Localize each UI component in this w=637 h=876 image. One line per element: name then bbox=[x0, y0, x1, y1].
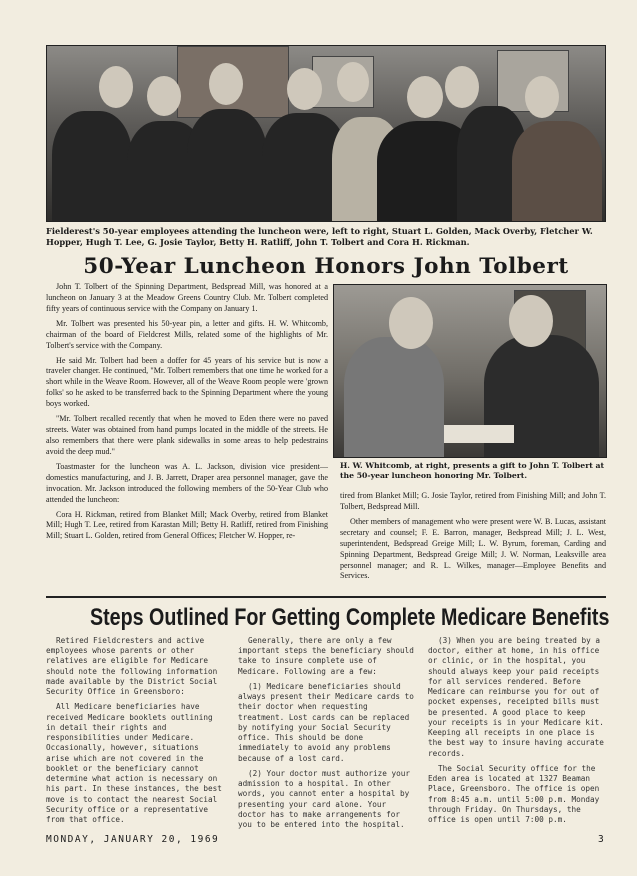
article1-headline: 50-Year Luncheon Honors John Tolbert bbox=[83, 254, 569, 279]
section-divider bbox=[46, 596, 606, 598]
article2-paragraph: Retired Fieldcresters and active employees whose parents or other relatives are eligible for Medicare should note the following information made available by the District Social Security Office in Greensboro: bbox=[46, 636, 218, 697]
person-head bbox=[99, 66, 133, 108]
article1-left-column bbox=[46, 282, 328, 546]
person-head bbox=[525, 76, 559, 118]
article1-paragraph: Mr. Tolbert was presented his 50-year pin, a letter and gifts. H. W. Whitcomb, chairman of the board of Fieldcrest Mills, related some of the highlights of Mr. Tolbert's service with the Company. bbox=[46, 318, 328, 350]
issue-date: MONDAY, JANUARY 20, 1969 bbox=[46, 834, 220, 845]
article2-paragraph: Generally, there are only a few important steps the beneficiary should take to insure complete use of Medicare. Following are a few: bbox=[238, 636, 414, 676]
article1-paragraph: Toastmaster for the luncheon was A. L. Jackson, division vice president—domestics manufacturing, and J. B. Jarrett, Draper area personnel manager, gave the invocation. Mr. Jackson introduced the following members of the 50-Year Club who attended the luncheon: bbox=[46, 461, 328, 504]
article2-headline: Steps Outlined For Getting Complete Medicare Benefits bbox=[90, 604, 610, 631]
person-figure bbox=[187, 109, 267, 221]
article1-paragraph: tired from Blanket Mill; G. Josie Taylor, retired from Finishing Mill; and John T. Tolbert, Bedspread Mill. bbox=[340, 491, 606, 511]
gift-photo-caption: H. W. Whitcomb, at right, presents a gift to John T. Tolbert at the 50-year luncheon honoring Mr. Tolbert. bbox=[340, 461, 604, 480]
person-head bbox=[147, 76, 181, 116]
page-number: 3 bbox=[598, 834, 606, 845]
article2-column-1 bbox=[46, 636, 226, 830]
article2-paragraph: (3) When you are being treated by a doctor, either at home, in his office or clinic, or in the hospital, you should always keep your paid receipts for all services rendered. Before Medicare can reimburse you for out of pocket expenses, receipted bills must be presented. A good place to keep your receipts is in your Medicare kit. Keeping all receipts in one place is the best way to insure having accurate records. bbox=[428, 636, 604, 758]
article2-paragraph: (1) Medicare beneficiaries should always present their Medicare cards to their doctor when requesting treatment. Lost cards can be replaced by notifying your Social Security office. This should be done immediately to avoid any problems because of a lost card. bbox=[238, 681, 414, 763]
gift-presentation-photo bbox=[333, 284, 607, 458]
person-head bbox=[407, 76, 443, 118]
person-head bbox=[509, 295, 553, 347]
group-photo-caption: Fielderest's 50-year employees attending the luncheon were, left to right, Stuart L. Golden, Mack Overby, Fletcher W. Hopper, Hugh T. Lee, G. Josie Taylor, Betty H. Ratliff, John T. Tolbert and Cora H. Rickman. bbox=[46, 226, 593, 247]
article1-paragraph: John T. Tolbert of the Spinning Department, Bedspread Mill, was honored at a luncheon on January 3 at the Meadow Greens Country Club. Mr. Tolbert completed fifty years of continuous service with the Company on January 1. bbox=[46, 282, 328, 313]
person-head bbox=[445, 66, 479, 108]
article1-right-column bbox=[340, 491, 606, 586]
article1-paragraph: Other members of management who were present were W. B. Lucas, assistant secretary and counsel; F. E. Barron, manager, Bedspread Mill; J. L. West, superintendent, Bedspread Greige Mill; L. W. Byrum, foreman, Carding and Spinning Department, Bedspread Greige Mill; J. W. Norman, Leaksville area personnel manager; and R. L. Wilkes, manager—Employee Benefits and Services. bbox=[340, 516, 606, 581]
person-figure bbox=[512, 121, 602, 221]
article2-paragraph: (2) Your doctor must authorize your admission to a hospital. In other words, you cannot enter a hospital by presenting your card alone. Your doctor has to make arrangements for you to be entered into the hospital. bbox=[238, 768, 410, 829]
group-photo bbox=[46, 45, 606, 222]
article1-paragraph: "Mr. Tolbert recalled recently that when he moved to Eden there were no paved streets. Water was obtained from hand pumps located in the middle of the streets. He also remembers that there were plank sidewalks in some areas to help pedestrains avoid the deep mud." bbox=[46, 414, 328, 456]
person-figure bbox=[344, 337, 444, 457]
article1-paragraph: Cora H. Rickman, retired from Blanket Mill; Mack Overby, retired from Blanket Mill; Hugh T. Lee, retired from Karastan Mill; Betty H. Ratliff, retired from Finishing Mill; Stuart L. Golden, retired from General Offices; Fletcher W. Hopper, re- bbox=[46, 509, 328, 541]
person-head bbox=[209, 63, 243, 105]
article1-paragraph: He said Mr. Tolbert had been a doffer for 45 years of his service but is now a traveler changer. He continued, "Mr. Tolbert remembers that one time he worked for a short while in the Weave Room. However, all of the Weave Room people were 'grown folks' so he asked to be transferred back to the Spinning Department where the young boys worked. bbox=[46, 355, 328, 409]
gift-box bbox=[444, 425, 514, 443]
article2-column-3 bbox=[428, 636, 608, 830]
person-figure bbox=[52, 111, 132, 221]
article2-paragraph: The Social Security office for the Eden area is located at 1327 Beaman Place, Greensboro. The office is open from 8:45 a.m. until 5:00 p.m. Monday through Friday. On Thursdays, the office is open until 7:00 p.m. bbox=[428, 763, 600, 824]
article2-paragraph: All Medicare beneficiaries have received Medicare booklets outlining in detail their rights and responsibilities under Medicare. Occasionally, however, situations arise which are not covered in the booklet or the beneficiary cannot determine what action is necessary on his part. In these instances, the best move is to contact the nearest Social Security office or a representative from that office. bbox=[46, 702, 222, 824]
person-head bbox=[389, 297, 433, 349]
person-head bbox=[337, 62, 369, 102]
article2-column-2 bbox=[238, 636, 418, 835]
person-head bbox=[287, 68, 322, 110]
